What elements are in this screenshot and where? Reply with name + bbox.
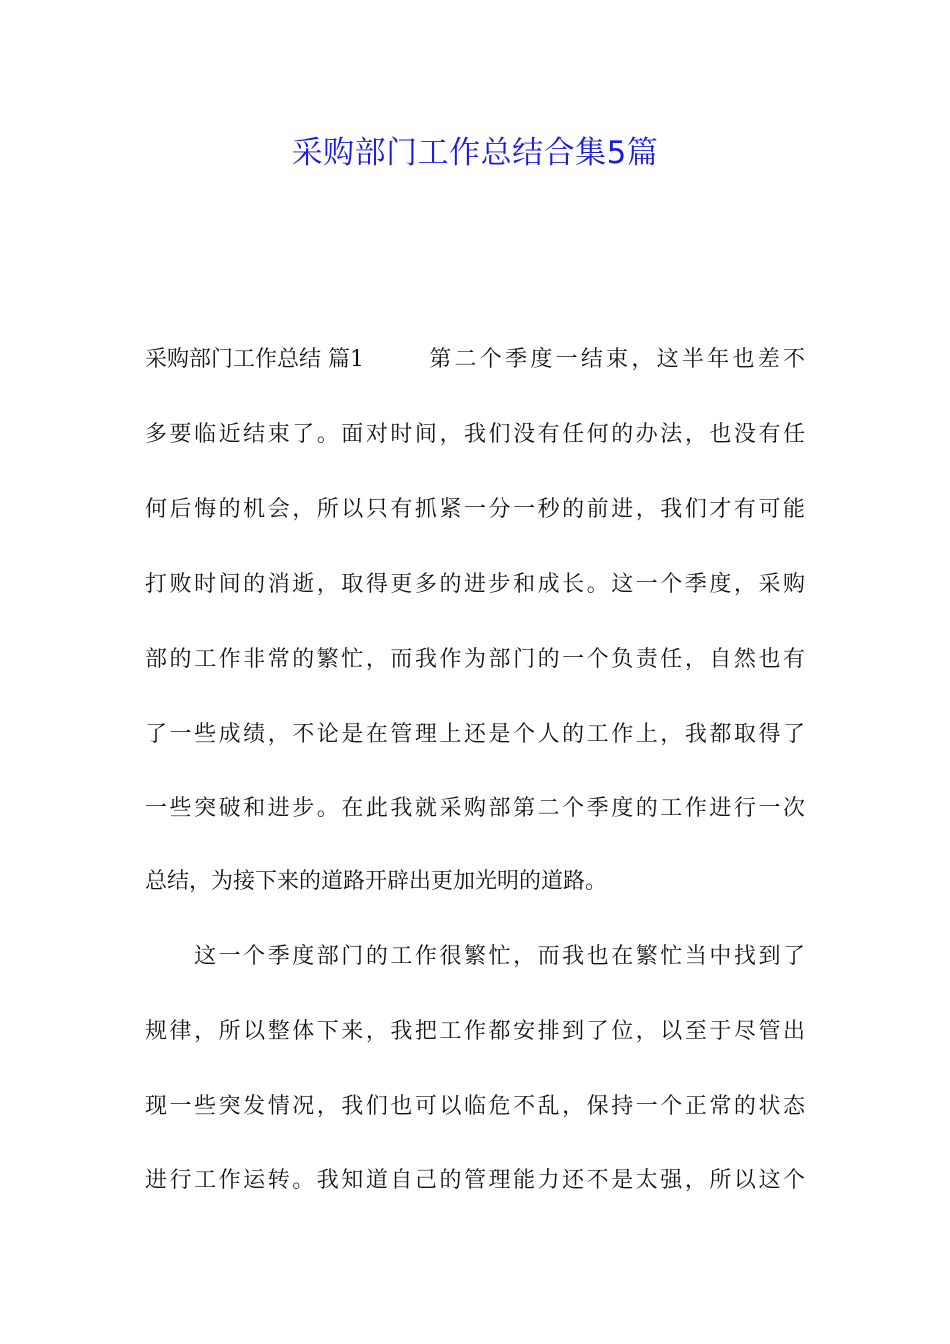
paragraph-line-9: 这一个季度部门的工作很繁忙，而我也在繁忙当中找到了 [145,944,805,969]
paragraph-line-6: 了一些成绩，不论是在管理上还是个人的工作上，我都取得了 [145,722,805,747]
paragraph-line-7: 一些突破和进步。在此我就采购部第二个季度的工作进行一次 [145,796,805,821]
paragraph-line-1 [145,340,805,380]
section-heading: 采购部门工作总结 篇1 [145,347,364,372]
paragraph-line-2: 多要临近结束了。面对时间，我们没有任何的办法，也没有任 [145,422,805,447]
paragraph-line-4: 打败时间的消逝，取得更多的进步和成长。这一个季度，采购 [145,572,805,597]
paragraph-line-8: 总结，为接下来的道路开辟出更加光明的道路。 [145,869,608,894]
document-title: 采购部门工作总结合集5篇 [291,135,659,171]
line-text: 第二个季度一结束，这半年也差不 [426,347,805,372]
paragraph-line-3: 何后悔的机会，所以只有抓紧一分一秒的前进，我们才有可能 [145,497,805,522]
paragraph-line-12: 进行工作运转。我知道自己的管理能力还不是太强，所以这个 [145,1168,805,1193]
paragraph-line-10: 规律，所以整体下来，我把工作都安排到了位，以至于尽管出 [145,1019,805,1044]
paragraph-line-11: 现一些突发情况，我们也可以临危不乱，保持一个正常的状态 [145,1094,805,1119]
paragraph-line-5: 部的工作非常的繁忙，而我作为部门的一个负责任，自然也有 [145,647,805,672]
